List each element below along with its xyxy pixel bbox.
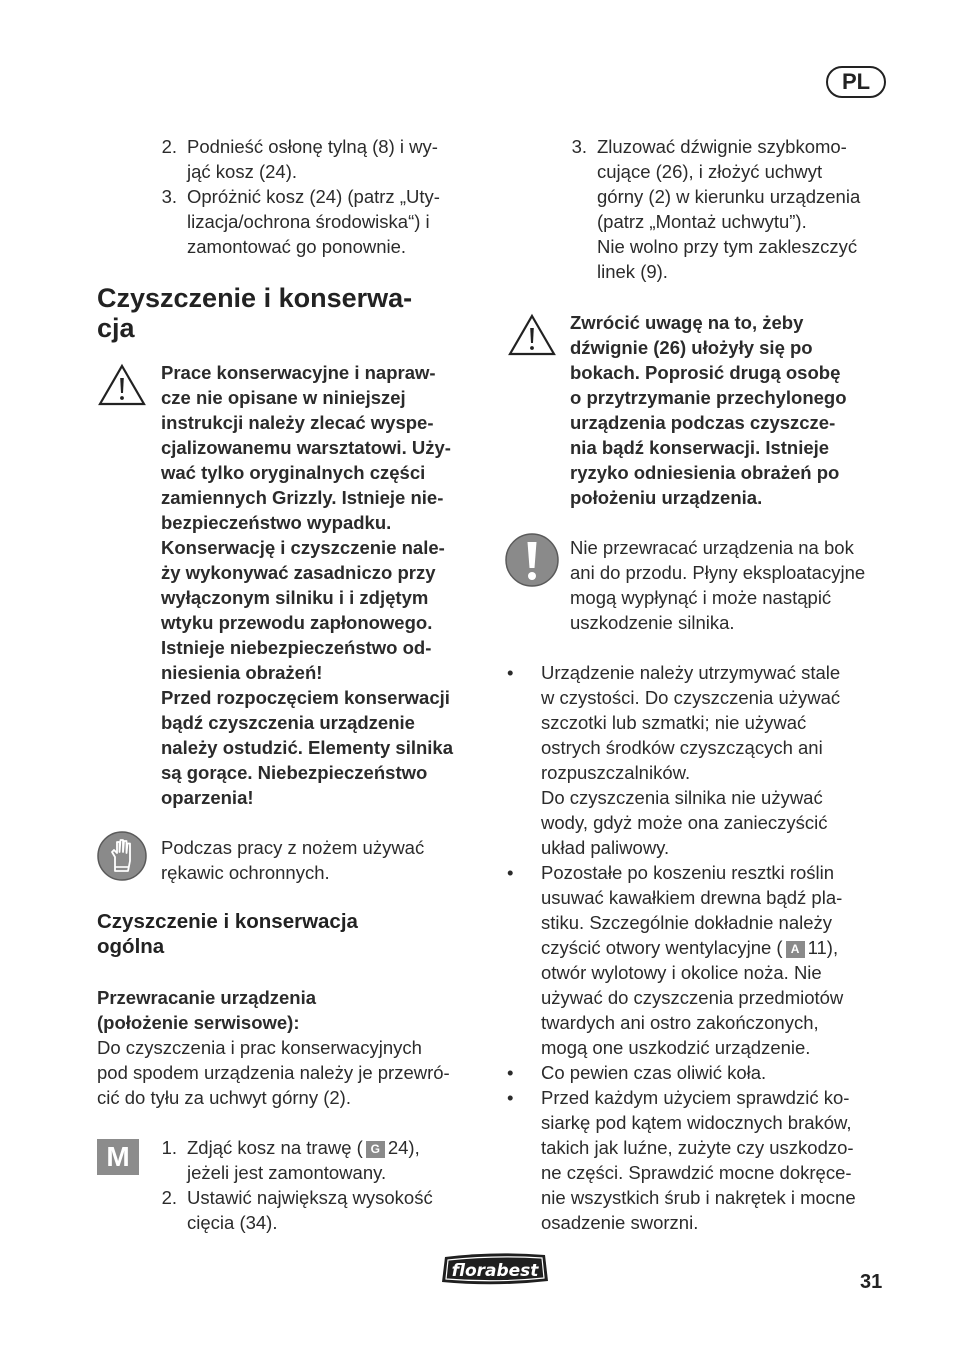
right-top-list [565, 134, 905, 284]
tilt-heading: (położenie serwisowe): [97, 1012, 300, 1033]
list-text: jąć kosz (24). [187, 161, 298, 182]
bullet-symbol: • [507, 1087, 514, 1108]
page-number: 31 [860, 1271, 883, 1293]
logo-wordmark: florabest [451, 1261, 539, 1281]
left-top-list [155, 134, 485, 259]
list-text: Podnieść osłonę tylną (8) i wy- [187, 136, 438, 157]
section-heading [97, 283, 412, 343]
list-item [155, 1185, 485, 1235]
maintenance-symbol: M [97, 1139, 139, 1175]
florabest-logo [439, 1249, 551, 1287]
list-text: Zdjąć kosz na trawę ( [187, 1137, 363, 1158]
list-item [155, 1135, 485, 1185]
bullet-symbol: • [507, 662, 514, 683]
bullet-symbol: • [507, 1062, 514, 1083]
list-item [155, 184, 485, 259]
list-item: • Urządzenie należy utrzymywać stale w czystości. Do czyszczenia używać szczotki lub szmatki; nie używać ostrych środków czyszczących ani rozpuszczalników. Do czyszczenia silnika nie używać wody, gdyż może ona zanieczyścić układ paliwowy. [507, 662, 841, 858]
list-item [155, 134, 485, 184]
list-text: zamontować go ponownie. [187, 236, 407, 257]
exclamation-icon [505, 533, 559, 587]
list-text: Opróżnić kosz (24) (patrz „Uty- [187, 186, 440, 207]
list-item: • Przed każdym użyciem sprawdzić ko- siarkę pod kątem widocznych braków, takich jak luźne, zużyte czy uszkodzo- ne części. Sprawdzić mocne dokręce- nie wszystkich śrub i nakrętek i mocne osadzenie sworzni. [507, 1087, 856, 1233]
list-text: 24), [387, 1137, 420, 1158]
list-item: • Pozostałe po koszeniu resztki roślin usuwać kawałkiem drewna bądź pla- stiku. Szczególnie dokładnie należy czyścić otwory wentylacyjne ( A 11), otwór wylotowy i okolice noża. Nie używać do czyszczenia przedmiotów twardych ani ostro zakończonych, mogą one uszkodzić urządzenie. [507, 862, 844, 1058]
list-text: jeżeli jest zamontowany. [187, 1162, 387, 1183]
warning-text: Prace konserwacyjne i napraw- cze nie opisane w niniejszej instrukcji należy zlecać wyspe- cjalizowanemu warsztatowi. Uży- wać tylko oryginalnych części zamiennych Grizzly. Istnieje nie- bezpieczeństwo wypadku. Konserwację i czyszczenie nale- ży wykonywać zasadniczo przy wyłączonym silniku i i zdjętym wtyku przewodu zapłonowego. Istnieje niebezpieczeństwo od- niesienia obrażeń! Przed rozpoczęciem konserwacji bądź czyszczenia urządzenie należy ostudzić. Elementy silnika są gorące. Niebezpieczeństwo oparzenia! [161, 362, 453, 808]
list-number: 3. [161, 186, 177, 207]
warning-icon [507, 313, 557, 357]
bullet-symbol: • [507, 862, 514, 883]
heading-line: cja [97, 313, 135, 343]
subsection-heading: Czyszczenie i konserwacja ogólna [97, 910, 358, 958]
heading-line: Czyszczenie i konserwa- [97, 283, 413, 313]
figure-reference-badge: G [366, 1141, 385, 1158]
language-badge: PL [826, 66, 886, 98]
list-number: 2. [161, 1187, 177, 1208]
figure-reference-badge: A [786, 941, 805, 958]
tilt-paragraph: Przewracanie urządzenia (położenie serwisowe): Do czyszczenia i prac konserwacyjnych pod spodem urządzenia należy je przewró- cić do tyłu za uchwyt górny (2). [97, 985, 487, 1110]
list-item: • Co pewien czas oliwić koła. [507, 1062, 767, 1083]
glove-icon [97, 831, 147, 881]
list-text: cięcia (34). [187, 1212, 278, 1233]
list-number: 3. [571, 136, 587, 157]
list-number: 2. [161, 136, 177, 157]
notice-text: Nie przewracać urządzenia na bok ani do przodu. Płyny eksploatacyjne mogą wypłynąć i może nastąpić uszkodzenie silnika. [570, 537, 866, 633]
bullet-list [507, 660, 907, 1235]
list-item: 3. Zluzować dźwignie szybkomo- cujące (26), i złożyć uchwyt górny (2) w kierunku urządzenia (patrz „Montaż uchwytu”). Nie wolno przy tym zakleszczyć linek (9). [565, 134, 905, 284]
warning-icon [97, 363, 147, 407]
list-text: lizacja/ochrona środowiska“) i [187, 211, 430, 232]
m-step-list [155, 1135, 485, 1235]
warning-text: Zwrócić uwagę na to, żeby dźwignie (26) ułożyły się po bokach. Poprosić drugą osobę o przytrzymanie przechylonego urządzenia podczas czyszcze- nia bądź konserwacji. Istnieje ryzyko odniesienia obrażeń po położeniu urządzenia. [570, 312, 847, 508]
tilt-heading: Przewracanie urządzenia [97, 987, 317, 1008]
list-number: 1. [161, 1137, 177, 1158]
glove-note: Podczas pracy z nożem używać rękawic ochronnych. [161, 837, 425, 883]
list-text: Ustawić największą wysokość [187, 1187, 433, 1208]
